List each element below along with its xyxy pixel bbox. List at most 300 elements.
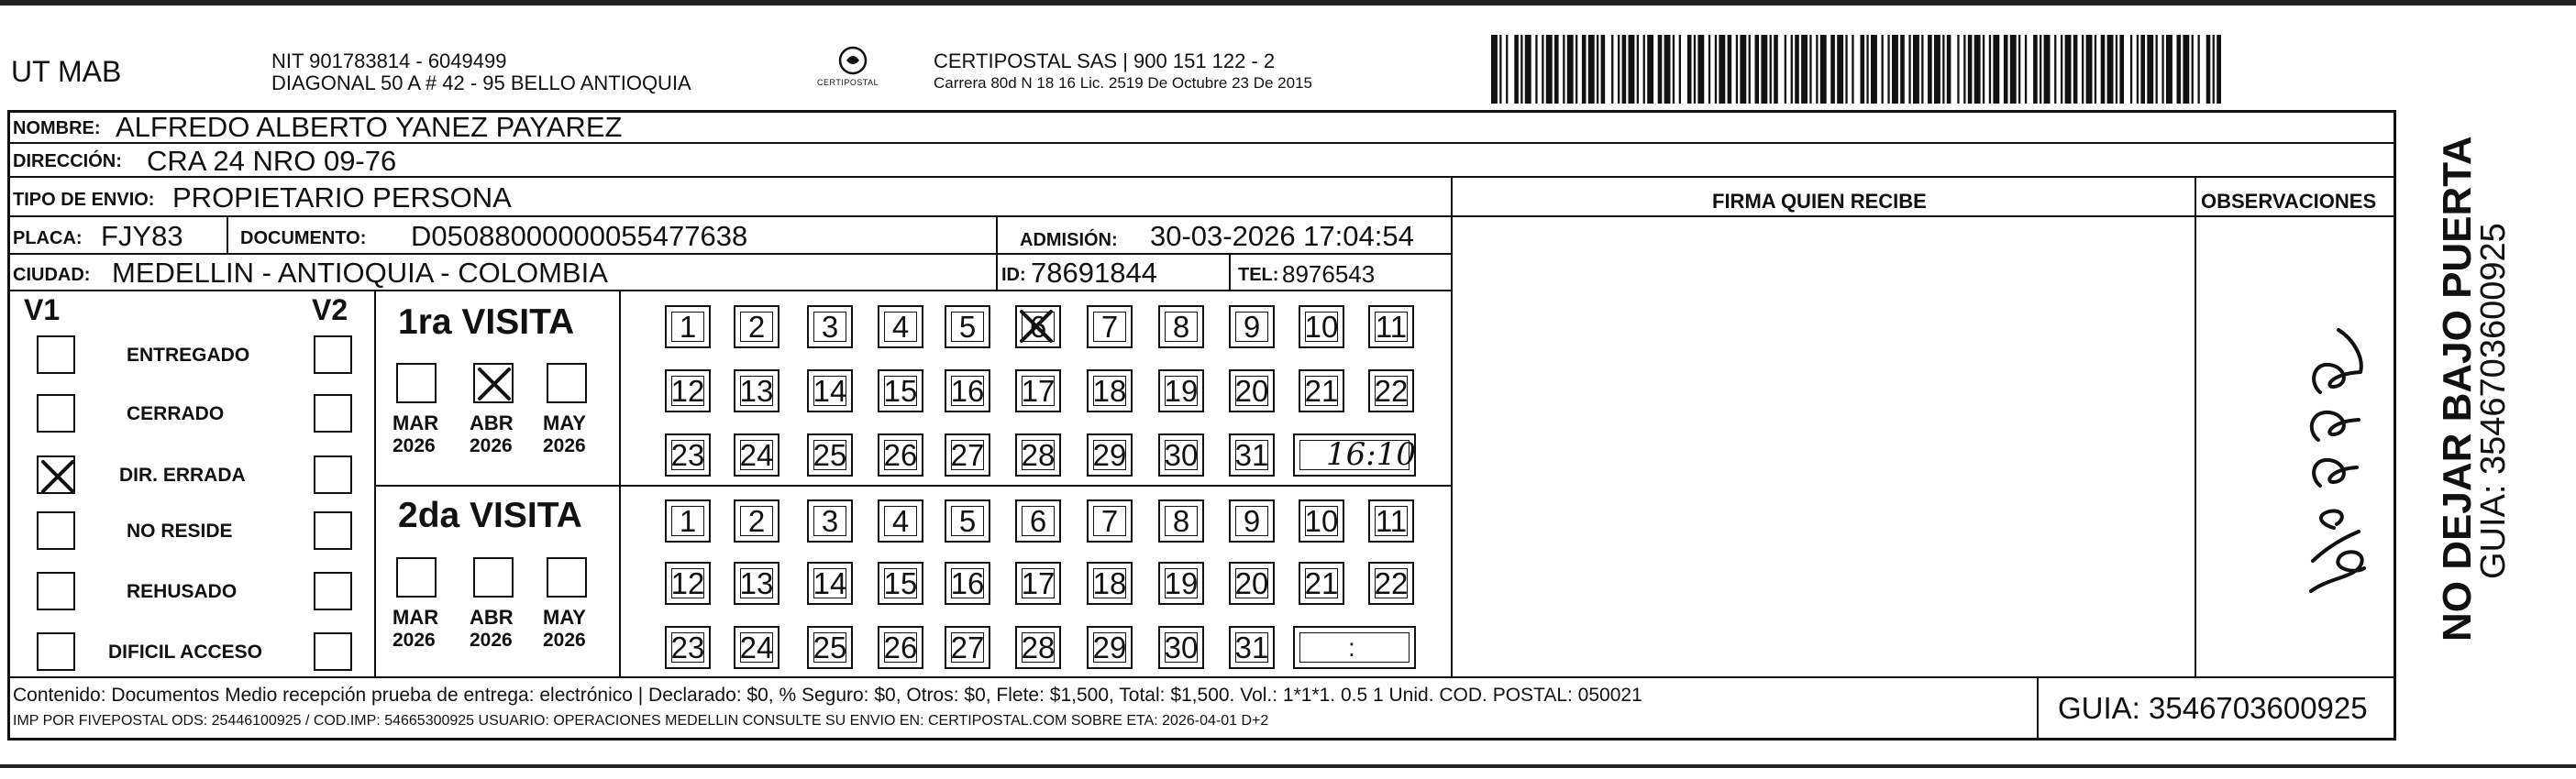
barcode-bar — [1983, 35, 1985, 104]
day-box[interactable] — [1158, 305, 1204, 348]
day-number: 7 — [1100, 503, 1119, 538]
day-number: 4 — [891, 503, 910, 538]
day-box[interactable] — [1015, 305, 1061, 348]
handwritten-note — [2293, 302, 2375, 596]
day-box[interactable] — [807, 433, 853, 477]
status-v2-checkbox[interactable] — [314, 335, 352, 374]
day-number: 16 — [950, 565, 985, 600]
documento-value: D05088000000055477638 — [411, 220, 748, 252]
barcode-bar — [1908, 35, 1910, 104]
day-box[interactable] — [665, 626, 711, 669]
day-box[interactable] — [945, 562, 990, 605]
barcode-bar — [2065, 35, 2072, 104]
barcode-bar — [2101, 35, 2106, 104]
day-number: 22 — [1374, 373, 1409, 408]
barcode-bar — [1520, 35, 1522, 104]
day-number: 20 — [1234, 373, 1269, 408]
barcode-bar — [1622, 35, 1627, 104]
day-box[interactable] — [1015, 369, 1061, 412]
barcode-bar — [2061, 35, 2062, 104]
barcode-bar — [2161, 35, 2163, 104]
day-box[interactable] — [1229, 626, 1275, 669]
day-box[interactable] — [1158, 433, 1204, 477]
day-box[interactable] — [665, 305, 711, 348]
year-label: 2026 — [543, 435, 586, 456]
barcode-bar — [2213, 35, 2215, 104]
day-number: 9 — [1243, 309, 1261, 344]
day-number: 4 — [891, 309, 910, 344]
barcode-bar — [1611, 35, 1613, 104]
barcode-bar — [1687, 35, 1692, 104]
day-number: 23 — [670, 630, 705, 664]
barcode-bar — [2040, 35, 2041, 104]
barcode-bar — [2116, 35, 2117, 104]
barcode-bar — [2156, 35, 2158, 104]
day-box[interactable] — [878, 626, 923, 669]
barcode-bar — [1694, 35, 1696, 104]
day-box[interactable] — [1229, 433, 1275, 477]
placa-value: FJY83 — [101, 220, 183, 252]
visit2-title: 2da VISITA — [398, 496, 582, 535]
day-number: 30 — [1164, 630, 1199, 664]
ciudad-value: MEDELLIN - ANTIOQUIA - COLOMBIA — [112, 257, 608, 289]
day-box[interactable] — [1087, 369, 1133, 412]
barcode-bar — [1791, 35, 1793, 104]
barcode-bar — [1535, 35, 1537, 104]
day-number: 7 — [1100, 309, 1119, 344]
month-label: ABR — [470, 606, 514, 629]
barcode-bar — [1637, 35, 1639, 104]
day-box[interactable] — [1158, 369, 1204, 412]
day-number: 20 — [1234, 565, 1269, 600]
day-number: 12 — [670, 565, 705, 600]
status-v1-checkbox[interactable] — [37, 572, 75, 610]
day-box[interactable] — [807, 369, 853, 412]
barcode-bar — [1755, 35, 1760, 104]
carrier-address: Carrera 80d N 18 16 Lic. 2519 De Octubre 23 De 2015 — [934, 74, 1312, 92]
day-number: 3 — [821, 503, 839, 538]
day-number: 24 — [739, 630, 774, 664]
barcode-bar — [1506, 35, 1508, 104]
visit1-time-box[interactable] — [1293, 433, 1416, 477]
month-label: MAY — [543, 411, 586, 434]
day-number: 13 — [739, 565, 774, 600]
barcode-bar — [1708, 35, 1710, 104]
documento-label: DOCUMENTO: — [240, 228, 367, 248]
month-checkbox[interactable] — [473, 557, 514, 598]
day-box[interactable] — [1158, 562, 1204, 605]
status-label: DIFICIL ACCESO — [108, 642, 263, 663]
day-number: 10 — [1304, 309, 1339, 344]
nombre-label: NOMBRE: — [13, 118, 101, 138]
barcode-bar — [2086, 35, 2093, 104]
barcode-bar — [1830, 35, 1835, 104]
month-checkbox[interactable] — [396, 363, 437, 403]
day-box[interactable] — [1299, 562, 1344, 605]
day-number: 27 — [950, 437, 985, 472]
barcode-bar — [1679, 35, 1681, 104]
direccion-label: DIRECCIÓN: — [13, 151, 122, 171]
tipo-label: TIPO DE ENVIO: — [13, 190, 155, 210]
observaciones-header: OBSERVACIONES — [2201, 190, 2377, 213]
day-box[interactable] — [665, 369, 711, 412]
day-box[interactable] — [1015, 499, 1061, 543]
barcode-bar — [2018, 35, 2020, 104]
footer-meta: IMP POR FIVEPOSTAL ODS: 25446100925 / COD.IMP: 54665300925 USUARIO: OPERACIONES MEDELLIN CONSULTE SU ENVIO EN: CERTIPOSTAL.COM SOBRE ETA: 2026-04-01 D+2 — [13, 713, 1269, 729]
tipo-value: PROPIETARIO PERSONA — [172, 181, 512, 214]
side-guia: GUIA: 3546703600925 — [2474, 223, 2513, 579]
day-box[interactable] — [1087, 305, 1133, 348]
barcode-bar — [1900, 35, 1905, 104]
day-number: 18 — [1092, 373, 1127, 408]
day-number: 21 — [1304, 565, 1339, 600]
day-number: 8 — [1172, 503, 1190, 538]
day-box[interactable] — [665, 562, 711, 605]
day-number: 13 — [739, 373, 774, 408]
barcode-bar — [1887, 35, 1889, 104]
day-number: 25 — [813, 437, 847, 472]
day-number: 6 — [1029, 309, 1047, 344]
day-box[interactable] — [734, 562, 779, 605]
status-v2-checkbox[interactable] — [314, 455, 352, 494]
day-number: 5 — [958, 309, 977, 344]
day-box[interactable] — [878, 369, 923, 412]
barcode-bar — [1993, 35, 1999, 104]
day-number: 19 — [1164, 565, 1199, 600]
barcode-bar — [1913, 35, 1919, 104]
barcode-bar — [1736, 35, 1738, 104]
status-label: REHUSADO — [127, 581, 238, 602]
year-label: 2026 — [392, 630, 436, 651]
barcode-bar — [2054, 35, 2056, 104]
day-number: 26 — [883, 437, 918, 472]
day-number: 24 — [739, 437, 774, 472]
day-number: 17 — [1021, 373, 1056, 408]
month-checkbox[interactable] — [396, 557, 437, 598]
barcode-bar — [1974, 35, 1981, 104]
barcode-bar — [1546, 35, 1553, 104]
barcode-bar — [2177, 35, 2182, 104]
day-number: 15 — [883, 373, 918, 408]
day-box[interactable] — [878, 433, 923, 477]
barcode-bar — [2095, 35, 2096, 104]
barcode-bar — [1957, 35, 1959, 104]
barcode-bar — [1582, 35, 1587, 104]
year-label: 2026 — [543, 630, 586, 651]
day-box[interactable] — [1368, 305, 1414, 348]
barcode-bar — [1816, 35, 1818, 104]
status-label: ENTREGADO — [127, 345, 250, 366]
status-v1-checkbox[interactable] — [37, 335, 75, 374]
day-box[interactable] — [1015, 626, 1061, 669]
day-number: 19 — [1164, 373, 1199, 408]
barcode-bar — [1618, 35, 1620, 104]
barcode-bar — [2025, 35, 2027, 104]
day-number: 6 — [1029, 503, 1047, 538]
day-box[interactable] — [665, 499, 711, 543]
sender-address: DIAGONAL 50 A # 42 - 95 BELLO ANTIOQUIA — [271, 71, 691, 94]
barcode-bar — [1947, 35, 1951, 104]
day-number: 12 — [670, 373, 705, 408]
barcode-bar — [1770, 35, 1772, 104]
month-label: MAR — [392, 606, 439, 629]
barcode-bar — [1491, 35, 1498, 104]
day-number: 1 — [679, 309, 697, 344]
barcode-bar — [2004, 35, 2008, 104]
day-number: 28 — [1021, 437, 1056, 472]
day-box[interactable] — [734, 305, 779, 348]
barcode-bar — [1801, 35, 1808, 104]
day-box[interactable] — [1229, 499, 1275, 543]
barcode-bar — [1563, 35, 1564, 104]
day-number: 8 — [1172, 309, 1190, 344]
day-box[interactable] — [1299, 369, 1344, 412]
barcode-bar — [1774, 35, 1778, 104]
barcode-bar — [2119, 35, 2124, 104]
day-box[interactable] — [945, 305, 990, 348]
year-label: 2026 — [470, 435, 513, 456]
barcode-bar — [2217, 35, 2221, 104]
month-label: ABR — [470, 411, 514, 434]
barcode-bar — [2010, 35, 2017, 104]
day-number: 5 — [958, 503, 977, 538]
barcode-bar — [1921, 35, 1923, 104]
barcode-bar — [1820, 35, 1827, 104]
day-box[interactable] — [1158, 499, 1204, 543]
admision-value: 30-03-2026 17:04:54 — [1150, 220, 1414, 252]
day-number: 27 — [950, 630, 985, 664]
barcode-bar — [1575, 35, 1577, 104]
day-number: 30 — [1164, 437, 1199, 472]
status-label: DIR. ERRADA — [119, 465, 246, 486]
barcode — [1491, 35, 2221, 104]
barcode-bar — [1749, 35, 1751, 104]
day-box[interactable] — [734, 626, 779, 669]
day-box[interactable] — [1368, 369, 1414, 412]
barcode-bar — [1601, 35, 1606, 104]
day-box[interactable] — [1299, 499, 1344, 543]
barcode-bar — [1837, 35, 1843, 104]
barcode-bar — [1740, 35, 1746, 104]
day-box[interactable] — [945, 433, 990, 477]
barcode-bar — [2166, 35, 2172, 104]
day-box[interactable] — [807, 626, 853, 669]
visit1-title: 1ra VISITA — [398, 302, 575, 342]
day-box[interactable] — [1368, 499, 1414, 543]
id-label: ID: — [1001, 265, 1026, 285]
barcode-bar — [1554, 35, 1559, 104]
day-box[interactable] — [1229, 305, 1275, 348]
day-box[interactable] — [1087, 433, 1133, 477]
day-number: 14 — [813, 565, 847, 600]
day-box[interactable] — [878, 305, 923, 348]
status-v1-checkbox[interactable] — [37, 511, 75, 550]
carrier-name: CERTIPOSTAL SAS | 900 151 122 - 2 — [934, 49, 1276, 72]
month-checkbox[interactable] — [547, 363, 587, 403]
nit: NIT 901783814 - 6049499 — [271, 49, 507, 72]
day-number: 2 — [747, 503, 766, 538]
day-box[interactable] — [734, 433, 779, 477]
company-name: UT MAB — [11, 55, 122, 88]
barcode-bar — [1647, 35, 1653, 104]
day-number: 28 — [1021, 630, 1056, 664]
top-edge — [0, 0, 2576, 5]
day-box[interactable] — [1087, 499, 1133, 543]
status-v1-checkbox[interactable] — [37, 394, 75, 433]
barcode-bar — [1968, 35, 1973, 104]
barcode-bar — [1866, 35, 1868, 104]
barcode-bar — [2192, 35, 2194, 104]
day-box[interactable] — [945, 626, 990, 669]
barcode-bar — [2044, 35, 2051, 104]
v1-header: V1 — [24, 293, 61, 326]
barcode-bar — [2140, 35, 2145, 104]
day-number: 26 — [883, 630, 918, 664]
barcode-bar — [1795, 35, 1799, 104]
barcode-bar — [1942, 35, 1944, 104]
day-box[interactable] — [807, 305, 853, 348]
ciudad-label: CIUDAD: — [13, 265, 91, 285]
status-v2-checkbox[interactable] — [314, 632, 352, 671]
day-box[interactable] — [1368, 562, 1414, 605]
barcode-bar — [1845, 35, 1847, 104]
barcode-bar — [1643, 35, 1645, 104]
barcode-bar — [2130, 35, 2132, 104]
admision-label: ADMISIÓN: — [1020, 230, 1118, 250]
day-box[interactable] — [1158, 626, 1204, 669]
day-box[interactable] — [1229, 369, 1275, 412]
barcode-bar — [1629, 35, 1635, 104]
placa-label: PLACA: — [13, 228, 83, 248]
day-box[interactable] — [807, 562, 853, 605]
day-number: 16 — [950, 373, 985, 408]
id-value: 78691844 — [1031, 257, 1157, 289]
day-number: 22 — [1374, 565, 1409, 600]
logo-text: CERTIPOSTAL — [817, 78, 879, 87]
day-number: 31 — [1234, 630, 1269, 664]
barcode-bar — [1882, 35, 1884, 104]
day-box[interactable] — [878, 562, 923, 605]
direccion-value: CRA 24 NRO 09-76 — [147, 145, 397, 177]
barcode-bar — [2206, 35, 2211, 104]
barcode-bar — [1719, 35, 1725, 104]
barcode-bar — [1934, 35, 1940, 104]
day-number: 3 — [821, 309, 839, 344]
month-label: MAY — [543, 606, 586, 629]
month-checkbox[interactable] — [547, 557, 587, 598]
barcode-bar — [1928, 35, 1932, 104]
day-box[interactable] — [1087, 626, 1133, 669]
footer-content: Contenido: Documentos Medio recepción prueba de entrega: electrónico | Declarado: $0, % Seguro: $0, Otros: $0, Flete: $1,500, Total: $1,500. Vol.: 1*1*1. 0.5 1 Unid. COD. POSTAL: 050021 — [13, 685, 1642, 706]
day-box[interactable] — [1015, 562, 1061, 605]
visit2-time-box[interactable] — [1293, 626, 1416, 669]
barcode-bar — [1871, 35, 1877, 104]
year-label: 2026 — [470, 630, 513, 651]
barcode-bar — [1892, 35, 1898, 104]
day-number: 17 — [1021, 565, 1056, 600]
side-warning: NO DEJAR BAJO PUERTA — [2435, 136, 2480, 642]
barcode-bar — [2147, 35, 2153, 104]
day-box[interactable] — [734, 369, 779, 412]
day-box[interactable] — [1229, 562, 1275, 605]
bottom-edge — [0, 764, 2576, 768]
visit2-time: : — [1348, 633, 1355, 662]
barcode-bar — [2107, 35, 2114, 104]
barcode-bar — [1785, 35, 1786, 104]
barcode-bar — [2183, 35, 2189, 104]
barcode-bar — [1664, 35, 1671, 104]
v2-header: V2 — [312, 293, 348, 326]
day-box[interactable] — [945, 499, 990, 543]
day-number: 31 — [1234, 437, 1269, 472]
barcode-bar — [1514, 35, 1519, 104]
day-number: 10 — [1304, 503, 1339, 538]
barcode-bar — [1963, 35, 1965, 104]
status-v2-checkbox[interactable] — [314, 572, 352, 610]
status-v2-checkbox[interactable] — [314, 511, 352, 550]
certipostal-logo — [812, 42, 894, 95]
day-number: 2 — [747, 309, 766, 344]
barcode-bar — [1852, 35, 1853, 104]
year-label: 2026 — [392, 435, 436, 456]
day-number: 14 — [813, 373, 847, 408]
barcode-bar — [2198, 35, 2200, 104]
barcode-bar — [1567, 35, 1574, 104]
barcode-bar — [2082, 35, 2084, 104]
day-box[interactable] — [1087, 562, 1133, 605]
day-box[interactable] — [1015, 433, 1061, 477]
status-label: CERRADO — [127, 403, 225, 424]
barcode-bar — [1658, 35, 1663, 104]
day-box[interactable] — [878, 499, 923, 543]
firma-header: FIRMA QUIEN RECIBE — [1712, 190, 1927, 213]
day-box[interactable] — [665, 433, 711, 477]
status-v1-checkbox[interactable] — [37, 455, 75, 494]
visit1-time: 16:10 — [1326, 436, 1416, 473]
barcode-bar — [1728, 35, 1732, 104]
month-label: MAR — [392, 411, 439, 434]
barcode-bar — [1697, 35, 1704, 104]
barcode-bar — [1809, 35, 1811, 104]
day-number: 9 — [1243, 503, 1261, 538]
day-number: 23 — [670, 437, 705, 472]
barcode-bar — [1597, 35, 1598, 104]
day-box[interactable] — [945, 369, 990, 412]
barcode-bar — [2137, 35, 2139, 104]
footer-guia: GUIA: 3546703600925 — [2058, 691, 2368, 725]
day-number: 11 — [1375, 309, 1408, 344]
day-number: 25 — [813, 630, 847, 664]
status-label: NO RESIDE — [127, 521, 233, 542]
day-number: 29 — [1092, 630, 1127, 664]
tel-label: TEL: — [1238, 265, 1279, 285]
month-checkbox[interactable] — [473, 363, 514, 403]
day-number: 29 — [1092, 437, 1127, 472]
day-number: 11 — [1375, 503, 1408, 538]
barcode-bar — [1499, 35, 1501, 104]
barcode-bar — [1761, 35, 1767, 104]
day-number: 15 — [883, 565, 918, 600]
day-number: 21 — [1304, 373, 1339, 408]
barcode-bar — [1861, 35, 1865, 104]
status-v2-checkbox[interactable] — [314, 394, 352, 433]
day-box[interactable] — [734, 499, 779, 543]
day-box[interactable] — [1299, 305, 1344, 348]
day-number: 18 — [1092, 565, 1127, 600]
day-box[interactable] — [807, 499, 853, 543]
barcode-bar — [1588, 35, 1595, 104]
status-v1-checkbox[interactable] — [37, 632, 75, 671]
